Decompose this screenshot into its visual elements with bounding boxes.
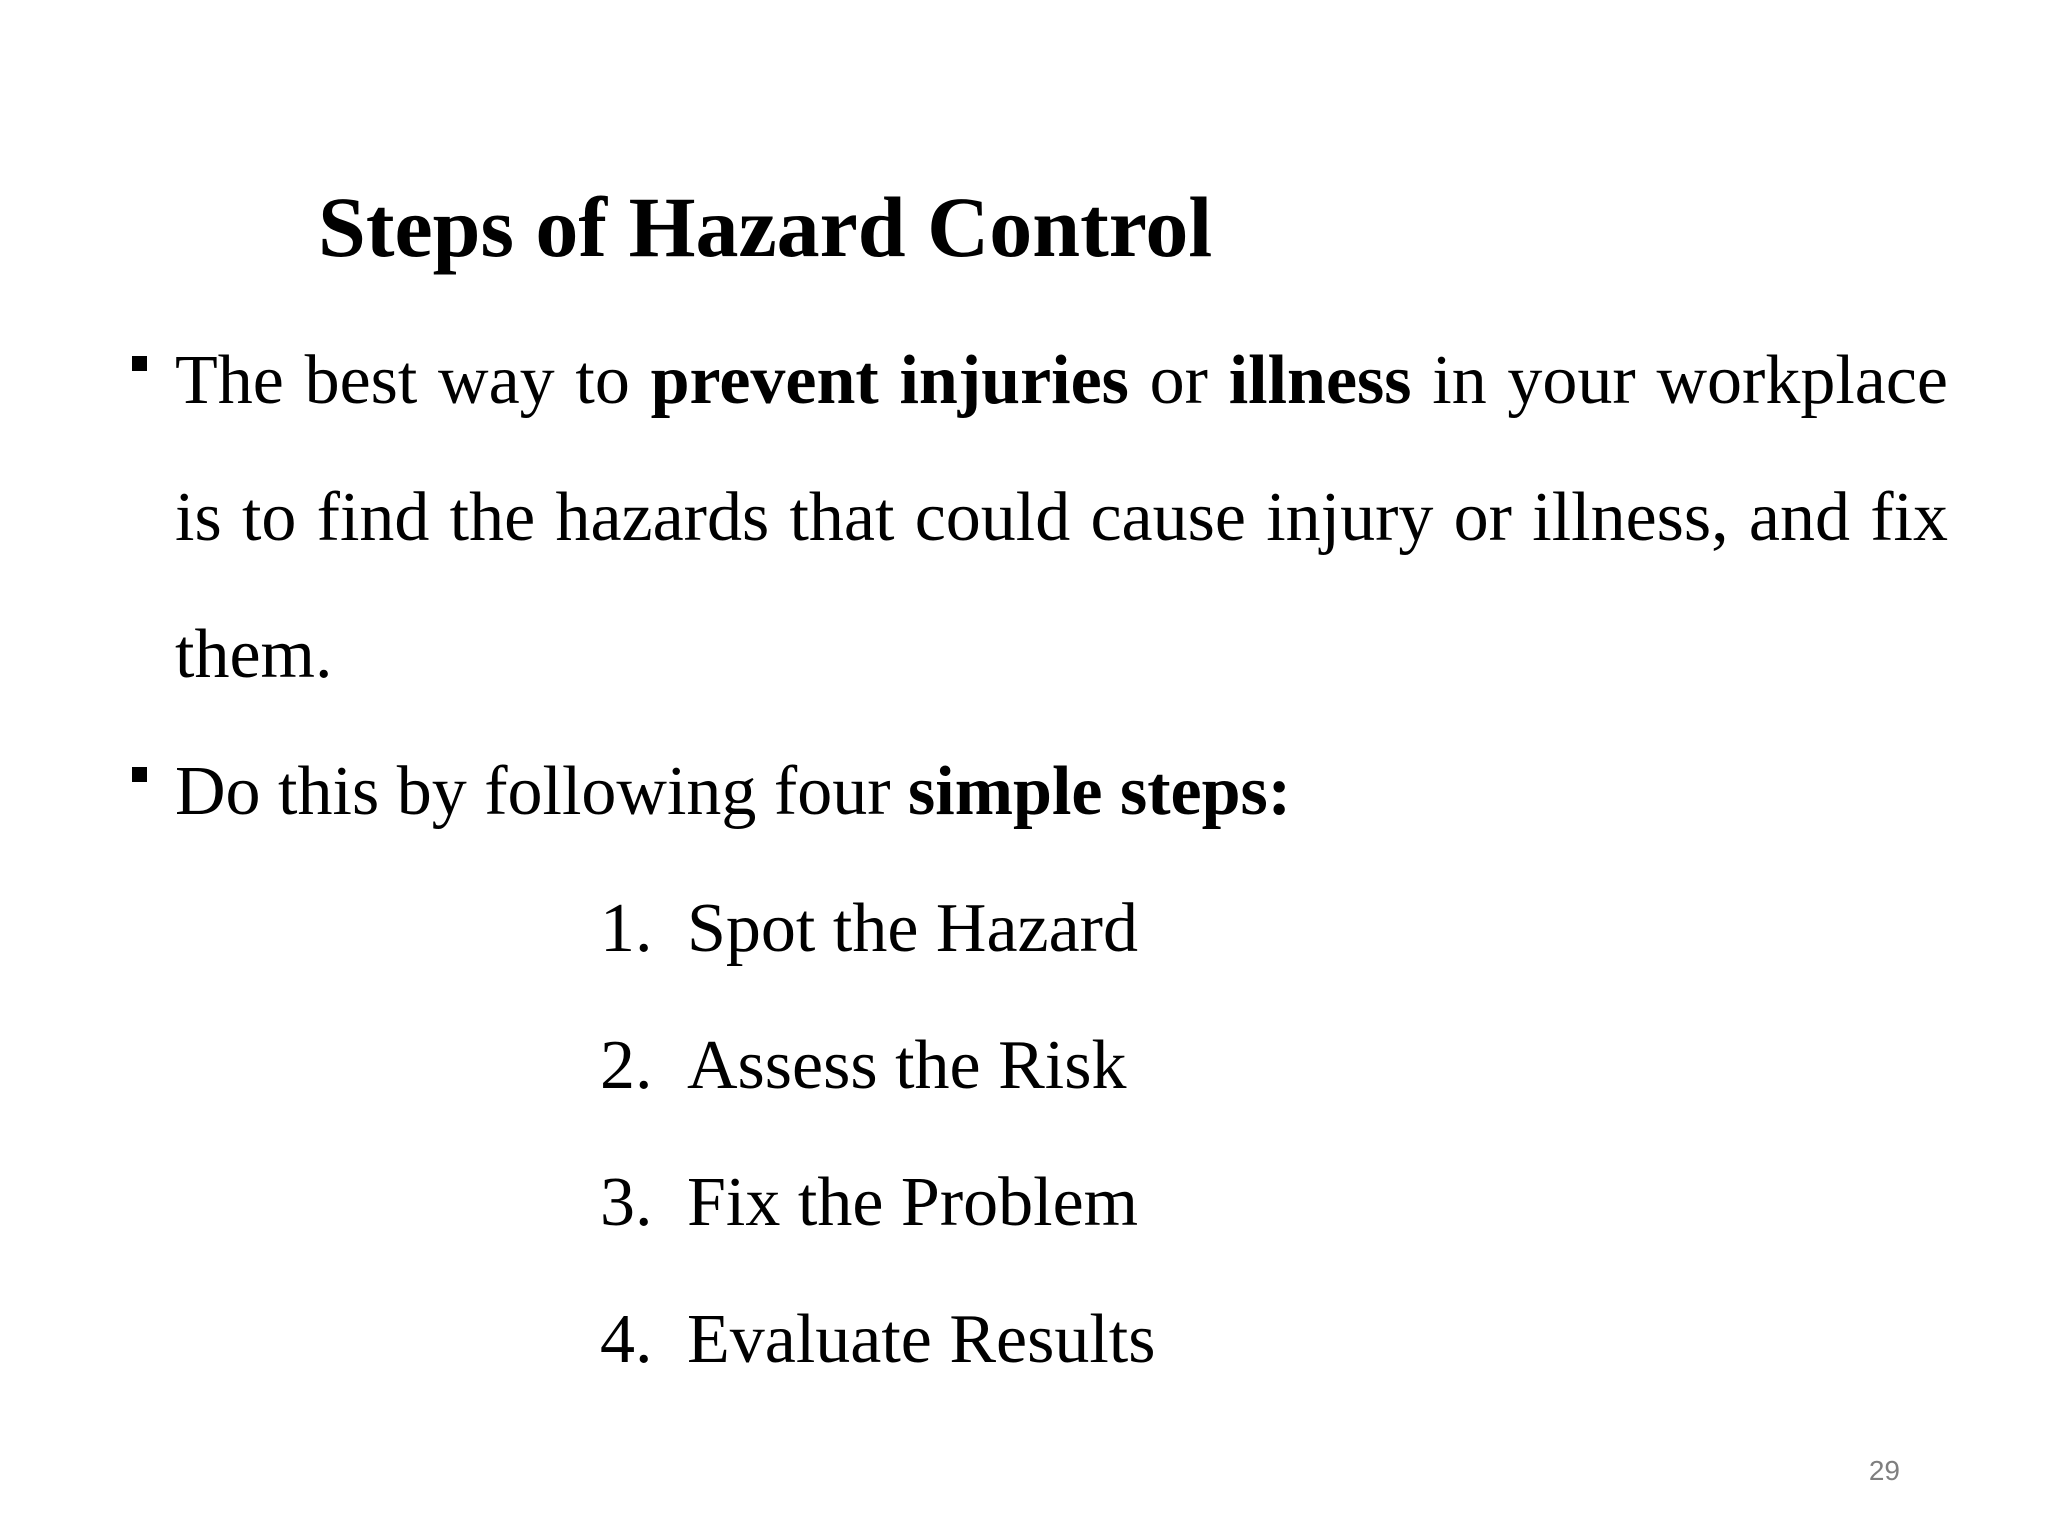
bullet-text-emphasis: illness [1228,342,1412,419]
step-item [600,860,1156,997]
bullet-text-segment: The best way to [175,342,651,419]
slide-title: Steps of Hazard Control [318,179,1213,275]
bullet-text [175,723,1948,860]
bullet-prevent-injuries [132,312,1948,723]
step-label: Assess the Risk [687,1027,1127,1104]
step-number: 2. [600,1027,653,1104]
bullet-text-emphasis: simple steps: [908,753,1292,830]
bullet-text-emphasis: prevent injuries [650,342,1129,419]
square-bullet-icon [132,356,147,371]
step-label: Spot the Hazard [687,890,1138,967]
step-label: Fix the Problem [687,1164,1139,1241]
step-number: 4. [600,1301,653,1378]
bullet-text-segment: or [1128,342,1229,419]
bullet-simple-steps [132,723,1948,860]
bullet-text-segment: in your workplace is to find the hazards that could cause injury or illness, and fix them. [175,342,1948,693]
bullet-text-segment: Do this by following four [175,753,909,830]
bullet-text [175,312,1948,723]
step-number: 3. [600,1164,653,1241]
step-label: Evaluate Results [687,1301,1156,1378]
step-item [600,1271,1156,1408]
steps-list [600,860,1156,1408]
page-number: 29 [1868,1455,1900,1486]
square-bullet-icon [132,767,147,782]
step-item [600,1134,1156,1271]
step-number: 1. [600,890,653,967]
step-item [600,997,1156,1134]
